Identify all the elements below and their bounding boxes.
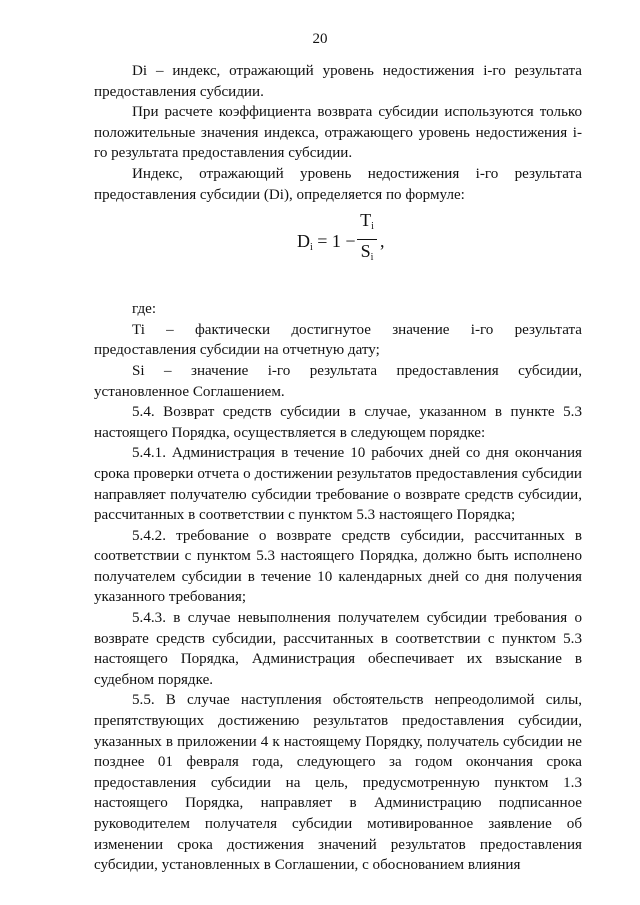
paragraph-si-definition: Si – значение i-го результата предоставления субсидии, установленное Соглашением. [94, 362, 582, 400]
document-body [94, 61, 582, 876]
paragraph-where: где: [132, 301, 157, 318]
formula-s-sub: i [370, 251, 374, 263]
page-number: 20 [312, 31, 328, 47]
formula-lhs [297, 231, 356, 259]
paragraph-5-4-2: 5.4.2. требование о возврате средств субсидии, рассчитанных в соответствии с пунктом 5.3 настоящего Порядка, должно быть исполнено получателем субсидии в течение 10 календарных дней со дня получения указанного требования; [94, 527, 582, 606]
paragraph-positive-values: При расчете коэффициента возврата субсидии используются только положительные значения индекса, отражающего уровень недостижения i-го результата предоставления субсидии. [94, 104, 582, 162]
formula-t: T [360, 210, 372, 231]
formula-comma: , [380, 231, 385, 252]
paragraph-5-4-3: 5.4.3. в случае невыполнения получателем субсидии требования о возврате средств субсидии, рассчитанных в соответствии с пунктом 5.3 настоящего Порядка, Администрация обеспечивает их взыскание в судебном порядке. [94, 610, 582, 688]
formula [94, 205, 582, 277]
formula-denominator [357, 240, 377, 269]
formula-t-sub: i [371, 221, 374, 233]
formula-fraction [357, 210, 377, 268]
paragraph-ti-definition: Ti – фактически достигнутое значение i-го результата предоставления субсидии на отчетную дату; [94, 321, 582, 359]
formula-numerator [357, 210, 377, 240]
formula-s: S [360, 240, 371, 261]
paragraph-5-5: 5.5. В случае наступления обстоятельств непреодолимой силы, препятствующих достижению результатов предоставления субсидии, указанных в приложении 4 к настоящему Порядку, получатель субсидии не позднее 01 февраля года, следующего за годом окончания срока предоставления субсидии на цель, предусмотренную пунктом 1.3 настоящего Порядка, направляет в Администрацию подписанное руководителем получателя субсидии мотивированное заявление об изменении срока достижения значений результатов предоставления субсидии, установленных в Соглашении, с обоснованием влияния [94, 692, 582, 874]
formula-equals-one-minus: = 1 − [317, 231, 356, 252]
formula-d-sub: i [310, 242, 313, 254]
paragraph-index-intro: Индекс, отражающий уровень недостижения i-го результата предоставления субсидии (Di), определяется по формуле: [94, 165, 582, 203]
spacer [94, 277, 582, 299]
paragraph-5-4: 5.4. Возврат средств субсидии в случае, указанном в пункте 5.3 настоящего Порядка, осуществляется в следующем порядке: [94, 404, 582, 441]
paragraph-5-4-1: 5.4.1. Администрация в течение 10 рабочих дней со дня окончания срока проверки отчета о достижении результатов предоставления субсидии направляет получателю субсидии требование о возврате средств субсидии, рассчитанных в соответствии с пунктом 5.3 настоящего Порядка; [94, 445, 582, 524]
formula-d: D [297, 231, 310, 252]
paragraph-di-definition: Di – индекс, отражающий уровень недостижения i-го результата предоставления субсидии. [94, 63, 582, 100]
